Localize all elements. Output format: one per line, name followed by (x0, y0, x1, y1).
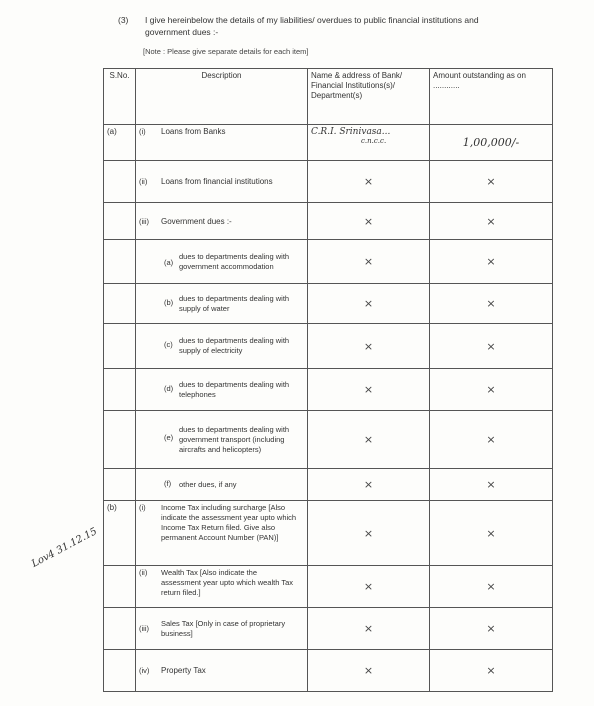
row-description (136, 125, 308, 161)
liabilities-table (103, 68, 553, 692)
row-name-mark: × (308, 501, 430, 566)
note: [Note : Please give separate details for each item] (143, 47, 309, 56)
row-description (136, 324, 308, 369)
row-sno (104, 240, 136, 284)
row-desc-text: dues to departments dealing with government transport (including aircrafts and helicopters) (179, 424, 290, 454)
row-sub: (b) (164, 298, 174, 307)
row-description (136, 411, 308, 469)
table-row (104, 650, 553, 692)
intro-text (145, 14, 565, 38)
row-sno (104, 203, 136, 240)
row-name-mark: × (308, 203, 430, 240)
row-amount-mark: × (430, 650, 553, 692)
row-desc-text: Property Tax (161, 666, 206, 675)
table-row (104, 566, 553, 608)
row-desc-text: dues to departments dealing with telephones (179, 379, 290, 399)
row-sub: (c) (164, 340, 173, 349)
table-row (104, 501, 553, 566)
row-sno (104, 566, 136, 608)
table-row (104, 608, 553, 650)
row-description (136, 161, 308, 203)
row-sub: (f) (164, 479, 172, 488)
row-sub: (d) (164, 384, 174, 393)
row-amount-mark: × (430, 284, 553, 324)
row-desc-text: Loans from Banks (161, 127, 226, 136)
row-num: (i) (139, 503, 146, 512)
row-name-mark: × (308, 469, 430, 501)
row-name-mark: × (308, 650, 430, 692)
row-desc-text: dues to departments dealing with supply of electricity (179, 336, 290, 355)
row-sub: (e) (164, 433, 174, 442)
row-description (136, 469, 308, 501)
row-description (136, 566, 308, 608)
row-amount: 1,00,000/- (430, 125, 553, 161)
row-description (136, 650, 308, 692)
row-amount-mark: × (430, 203, 553, 240)
table-row (104, 125, 553, 161)
row-amount-mark: × (430, 501, 553, 566)
row-description (136, 369, 308, 411)
row-desc-text: Sales Tax [Only in case of proprietary business] (161, 618, 286, 638)
row-desc-text: dues to departments dealing with supply of water (179, 293, 290, 313)
row-name-mark: × (308, 161, 430, 203)
row-description (136, 240, 308, 284)
row-sno (104, 650, 136, 692)
row-amount-mark: × (430, 240, 553, 284)
row-desc-text: other dues, if any (179, 479, 237, 489)
row-description (136, 284, 308, 324)
row-desc-text: dues to departments dealing with government accommodation (179, 251, 290, 271)
table-row (104, 411, 553, 469)
row-desc-text: Wealth Tax [Also indicate the assessment year upto which wealth Tax return filed.] (161, 568, 294, 597)
row-name-mark: × (308, 369, 430, 411)
row-num: (i) (139, 127, 146, 136)
row-num: (iii) (139, 216, 149, 226)
row-amount-mark: × (430, 369, 553, 411)
row-desc-text: Income Tax including surcharge [Also indicate the assessment year upto which Income Tax Return filed. Give also permanent Account Number (PAN)] (161, 503, 297, 542)
intro-line-1: I give hereinbelow the details of my liabilities/ overdues to public financial institutions and (145, 15, 479, 25)
row-sno (104, 324, 136, 369)
row-sub: (a) (164, 258, 174, 267)
row-sno: (b) (104, 501, 136, 566)
header-row (104, 69, 553, 125)
row-name-mark: × (308, 608, 430, 650)
header-description: Description (136, 69, 308, 125)
header-amount: Amount outstanding as on ............ (430, 69, 553, 125)
table-row (104, 469, 553, 501)
table-row (104, 240, 553, 284)
row-sno (104, 411, 136, 469)
row-amount-mark: × (430, 608, 553, 650)
row-description (136, 608, 308, 650)
table-row (104, 324, 553, 369)
table-row (104, 284, 553, 324)
row-amount-mark: × (430, 566, 553, 608)
row-sno (104, 369, 136, 411)
row-num: (iv) (139, 666, 150, 675)
row-amount-mark: × (430, 469, 553, 501)
table-row (104, 161, 553, 203)
row-amount-mark: × (430, 161, 553, 203)
row-sno (104, 161, 136, 203)
row-num: (iii) (139, 623, 149, 633)
row-num: (ii) (139, 177, 148, 186)
row-name-mark: × (308, 240, 430, 284)
row-name-mark: × (308, 284, 430, 324)
bank-name: C.R.I. Srinivasa... (311, 127, 391, 137)
handwritten-side-note: Lov4 31.12.15 (30, 526, 100, 570)
row-description (136, 501, 308, 566)
row-name-mark: × (308, 324, 430, 369)
table-row (104, 369, 553, 411)
intro-line-2: government dues :- (145, 27, 219, 37)
header-name-address: Name & address of Bank/ Financial Institutions(s)/ Department(s) (308, 69, 430, 125)
header-sno: S.No. (104, 69, 136, 125)
row-description (136, 203, 308, 240)
row-amount-mark: × (430, 411, 553, 469)
row-amount-mark: × (430, 324, 553, 369)
row-name-mark: × (308, 566, 430, 608)
table-row (104, 203, 553, 240)
row-sno (104, 608, 136, 650)
row-sno (104, 469, 136, 501)
bank-branch: c.n.c.c. (361, 137, 387, 145)
row-desc-text: Government dues :- (161, 216, 232, 226)
row-num: (ii) (139, 568, 148, 578)
row-desc-text: Loans from financial institutions (161, 177, 273, 186)
item-number: (3) (118, 15, 129, 25)
row-name-mark: × (308, 411, 430, 469)
row-name-address (308, 125, 430, 161)
row-sno (104, 284, 136, 324)
row-sno: (a) (104, 125, 136, 161)
